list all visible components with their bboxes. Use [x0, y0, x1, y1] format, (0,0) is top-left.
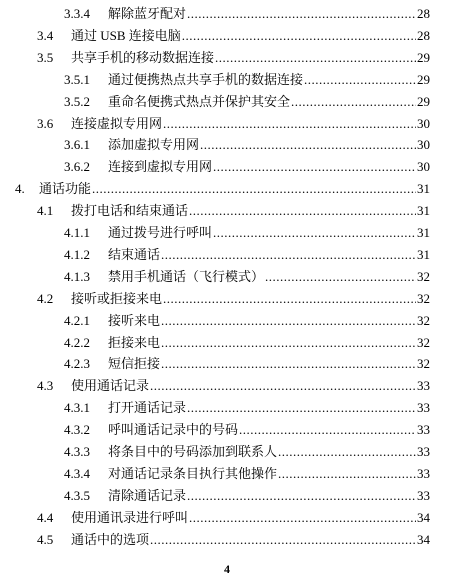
- toc-entry[interactable]: [64, 266, 430, 287]
- dot-leader: [187, 3, 416, 24]
- toc-entry-page: 28: [417, 6, 430, 21]
- dot-leader: [200, 134, 416, 155]
- toc-entry[interactable]: [64, 91, 430, 112]
- toc-entry-page: 34: [417, 531, 430, 547]
- toc-entry-page: 28: [417, 27, 430, 43]
- toc-entry-page: 31: [417, 181, 430, 197]
- toc-entry-title: 通过 USB 连接电脑: [71, 27, 181, 43]
- toc-entry-number: 4.5: [37, 531, 54, 547]
- dot-leader: [163, 288, 416, 309]
- toc-entry[interactable]: [37, 507, 430, 528]
- toc-entry-page: 33: [417, 400, 430, 416]
- toc-entry-page: 33: [417, 422, 430, 438]
- dot-leader: [213, 222, 416, 243]
- toc-entry-number: 4.: [15, 181, 25, 197]
- toc-entry[interactable]: [37, 288, 430, 309]
- toc-entry-number: 4.2.1: [64, 312, 90, 328]
- toc-entry-number: 4.2: [37, 290, 54, 306]
- toc-entry[interactable]: [37, 529, 430, 550]
- toc-entry-title: 拒接来电: [108, 334, 161, 350]
- toc-entry-number: 3.6.2: [64, 159, 90, 175]
- dot-leader: [161, 310, 416, 331]
- toc-entry[interactable]: [64, 156, 430, 177]
- toc-entry-number: 4.3.4: [64, 465, 90, 481]
- dot-leader: [265, 266, 416, 287]
- toc-entry[interactable]: [64, 222, 430, 243]
- toc-entry-title: 通过拨号进行呼叫: [108, 225, 213, 240]
- toc-entry-number: 3.5: [37, 49, 54, 65]
- dot-leader: [189, 200, 416, 221]
- dot-leader: [182, 25, 416, 46]
- toc-entry-page: 30: [417, 137, 430, 153]
- toc-entry-title: 短信拒接: [108, 356, 161, 372]
- toc-entry-number: 4.3.1: [64, 400, 90, 416]
- toc-entry[interactable]: [64, 69, 430, 90]
- toc-entry-page: 32: [417, 312, 430, 328]
- toc-entry-title: 对通话记录条目执行其他操作: [108, 465, 278, 481]
- toc-entry[interactable]: [64, 244, 430, 265]
- dot-leader: [92, 178, 416, 199]
- dot-leader: [150, 529, 416, 550]
- toc-entry[interactable]: [64, 419, 430, 440]
- toc-entry-number: 3.5.1: [64, 71, 90, 87]
- dot-leader: [187, 397, 416, 418]
- dot-leader: [239, 419, 416, 440]
- dot-leader: [215, 47, 416, 68]
- toc-entry-title: 清除通话记录: [108, 487, 187, 503]
- dot-leader: [278, 463, 416, 484]
- toc-entry[interactable]: [64, 485, 430, 506]
- toc-entry-number: 4.1.2: [64, 246, 90, 262]
- toc-entry-title: 结束通话: [108, 246, 161, 262]
- toc-entry-number: 3.6.1: [64, 137, 90, 153]
- toc-entry-title: 连接到虚拟专用网: [108, 159, 213, 175]
- toc-entry[interactable]: [37, 47, 430, 68]
- toc-entry-title: 打开通话记录: [108, 400, 187, 416]
- toc-entry[interactable]: [37, 25, 430, 46]
- toc-entry-page: 32: [417, 290, 430, 306]
- toc-entry-number: 3.5.2: [64, 93, 90, 109]
- toc-entry-number: 4.1.1: [64, 225, 90, 240]
- toc-entry-page: 32: [417, 356, 430, 372]
- toc-entry[interactable]: [37, 113, 430, 134]
- toc-entry-number: 4.1.3: [64, 268, 90, 284]
- toc-entry-title: 将条目中的号码添加到联系人: [108, 444, 278, 459]
- toc-entry-title: 使用通话记录: [71, 378, 150, 394]
- toc-entry-title: 解除蓝牙配对: [108, 6, 187, 21]
- toc-entry-page: 29: [417, 93, 430, 109]
- toc-entry-page: 31: [417, 246, 430, 262]
- toc-entry[interactable]: [15, 178, 430, 199]
- toc-entry-number: 4.2.3: [64, 356, 90, 372]
- toc-entry-page: 30: [417, 159, 430, 175]
- dot-leader: [161, 244, 416, 265]
- toc-entry-page: 33: [417, 487, 430, 503]
- toc-entry[interactable]: [37, 375, 430, 396]
- toc-entry-title: 接听或拒接来电: [71, 290, 163, 306]
- toc-entry-title: 重命名便携式热点并保护其安全: [108, 93, 291, 109]
- toc-entry-title: 通话功能: [39, 181, 92, 197]
- toc-entry-title: 呼叫通话记录中的号码: [108, 422, 239, 438]
- toc-entry-title: 接听来电: [108, 312, 161, 328]
- toc-entry-title: 使用通讯录进行呼叫: [71, 509, 189, 525]
- toc-entry-title: 通话中的选项: [71, 531, 150, 547]
- toc-entry-number: 4.3: [37, 378, 54, 394]
- dot-leader: [278, 441, 416, 462]
- dot-leader: [304, 69, 416, 90]
- dot-leader: [150, 375, 416, 396]
- toc-entry-number: 4.1: [37, 203, 54, 219]
- toc-entry-page: 32: [417, 268, 430, 284]
- toc-entry[interactable]: [64, 463, 430, 484]
- toc-entry[interactable]: [64, 134, 430, 155]
- toc-entry-page: 33: [417, 465, 430, 481]
- toc-entry-title: 添加虚拟专用网: [108, 137, 200, 153]
- toc-entry-title: 通过便携热点共享手机的数据连接: [108, 71, 304, 87]
- toc-entry-page: 34: [417, 509, 430, 525]
- toc-entry-page: 29: [417, 49, 430, 65]
- toc-entry-page: 33: [417, 444, 430, 459]
- toc-entry-number: 3.3.4: [64, 6, 90, 21]
- dot-leader: [213, 156, 416, 177]
- page-number: 4: [224, 562, 230, 576]
- dot-leader: [163, 113, 416, 134]
- toc-entry-number: 3.6: [37, 115, 54, 131]
- toc-entry[interactable]: [64, 353, 430, 374]
- dot-leader: [161, 353, 416, 374]
- toc-entry-page: 31: [417, 203, 430, 219]
- toc-entry-page: 29: [417, 71, 430, 87]
- toc-entry-title: 连接虚拟专用网: [71, 115, 163, 131]
- dot-leader: [161, 332, 416, 353]
- toc-entry[interactable]: [64, 310, 430, 331]
- toc-entry[interactable]: [64, 3, 430, 24]
- toc-entry-number: 4.4: [37, 509, 54, 525]
- toc-entry-page: 31: [417, 225, 430, 240]
- toc-entry[interactable]: [64, 332, 430, 353]
- toc-entry-title: 共享手机的移动数据连接: [71, 49, 215, 65]
- dot-leader: [189, 507, 416, 528]
- toc-entry[interactable]: [64, 397, 430, 418]
- toc-entry-number: 4.3.2: [64, 422, 90, 438]
- toc-entry-page: 30: [417, 115, 430, 131]
- toc-entry-page: 32: [417, 334, 430, 350]
- toc-entry-number: 3.4: [37, 27, 54, 43]
- toc-entry-number: 4.3.3: [64, 444, 90, 459]
- toc-entry[interactable]: [37, 200, 430, 221]
- toc-entry[interactable]: [64, 441, 430, 462]
- toc-entry-page: 33: [417, 378, 430, 394]
- dot-leader: [187, 485, 416, 506]
- toc-entry-title: 禁用手机通话（飞行模式）: [108, 268, 265, 284]
- dot-leader: [291, 91, 416, 112]
- toc-entry-title: 拨打电话和结束通话: [71, 203, 189, 219]
- toc-entry-number: 4.2.2: [64, 334, 90, 350]
- toc-entry-number: 4.3.5: [64, 487, 90, 503]
